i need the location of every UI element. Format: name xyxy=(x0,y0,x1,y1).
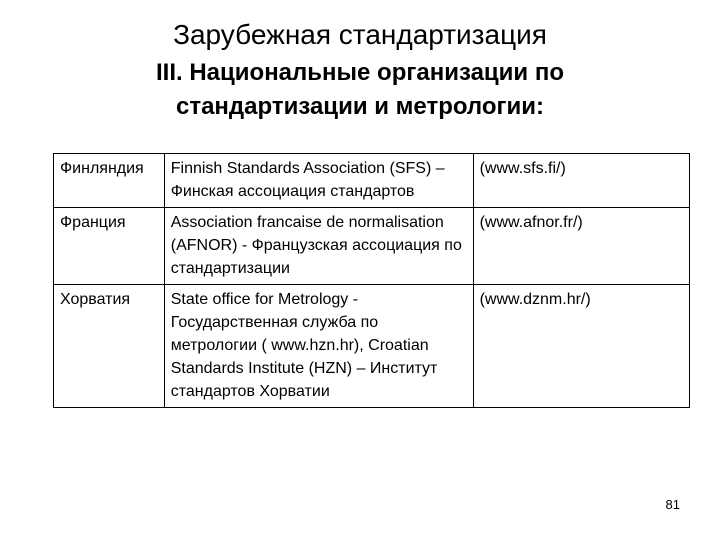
country-cell: Хорватия xyxy=(54,285,165,408)
organization-cell: Finnish Standards Association (SFS) – Финская ассоциация стандартов xyxy=(164,154,473,208)
table-row xyxy=(54,208,690,285)
table-row xyxy=(54,154,690,208)
organizations-table xyxy=(53,153,690,408)
slide-subtitle: III. Национальные организации по стандартизации и метрологии: xyxy=(156,59,564,120)
website-cell: (www.sfs.fi/) xyxy=(473,154,689,208)
website-cell: (www.dznm.hr/) xyxy=(473,285,689,408)
organization-cell: Association francaise de normalisation (AFNOR) - Французская ассоциация по стандартизации xyxy=(164,208,473,285)
country-cell: Финляндия xyxy=(54,154,165,208)
page-number: 81 xyxy=(665,497,680,512)
country-cell: Франция xyxy=(54,208,165,285)
table-row xyxy=(54,285,690,408)
slide-title: Зарубежная стандартизация xyxy=(173,19,547,50)
organization-cell: State office for Metrology - Государственная служба по метрологии ( www.hzn.hr), Croatian Standards Institute (HZN) – Институт стандартов Хорватии xyxy=(164,285,473,408)
website-cell: (www.afnor.fr/) xyxy=(473,208,689,285)
